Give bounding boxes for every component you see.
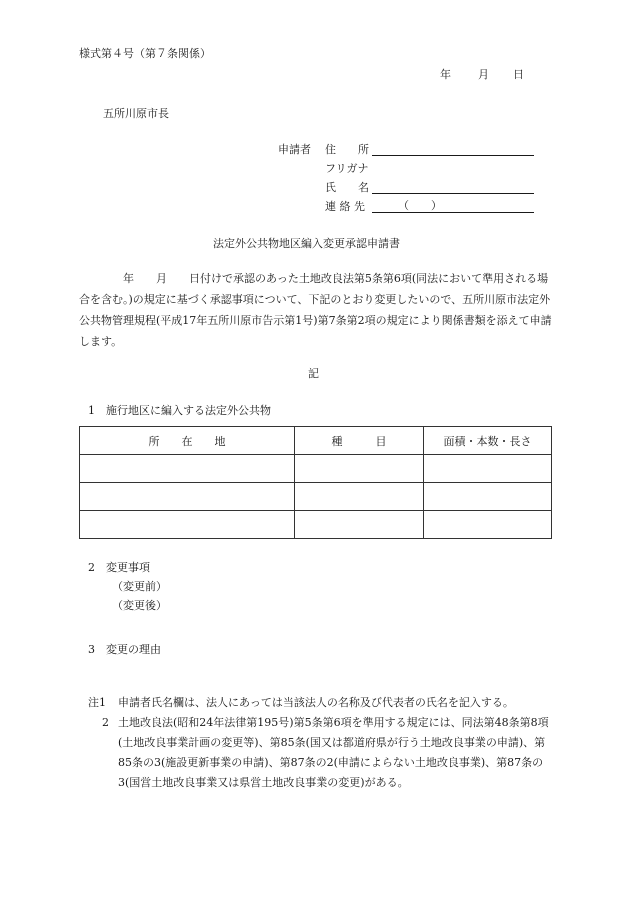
address-label: 住 所: [325, 143, 369, 156]
name-label: 氏 名: [325, 181, 369, 194]
section1-heading: 1 施行地区に編入する法定外公共物: [88, 404, 271, 417]
table-cell[interactable]: [80, 483, 295, 511]
ki-marker: 記: [308, 367, 319, 380]
column-header: 種 目: [295, 427, 424, 455]
table-cell[interactable]: [295, 483, 424, 511]
date-month: 月: [478, 68, 489, 81]
applicant-label: 申請者: [278, 143, 311, 156]
contact-field[interactable]: [372, 200, 534, 213]
table-cell[interactable]: [295, 455, 424, 483]
note1-text: 申請者氏名欄は、法人にあっては当該法人の名称及び代表者の氏名を記入する。: [118, 696, 514, 709]
table-cell[interactable]: [424, 455, 552, 483]
table-row: [80, 511, 552, 539]
column-header: 所 在 地: [80, 427, 295, 455]
name-field[interactable]: [372, 181, 534, 194]
table-cell[interactable]: [80, 511, 295, 539]
note2-text: 土地改良法(昭和24年法律第195号)第5条第6項を準用する規定には、同法第48条第8項(土地改良事業計画の変更等)、第85条(国又は都道府県が行う土地改良事業の申請)、第85条の3(施設更新事業の申請)、第87条の2(申請によらない土地改良事業)、第87条の3(国営土地改良事業又は県営土地改良事業の変更)がある。: [118, 716, 549, 789]
address-field[interactable]: [372, 143, 534, 156]
column-header: 面積・本数・長さ: [424, 427, 552, 455]
change-after-label: （変更後）: [112, 599, 167, 612]
table-header-row: [80, 427, 552, 455]
form-number: 様式第４号（第７条関係）: [79, 47, 211, 60]
body-text: 年 月 日付けで承認のあった土地改良法第5条第6項(同法において準用される場合を含む。)の規定に基づく承認事項について、下記のとおり変更したいので、五所川原市法定外公共物管理規程(平成17年五所川原市告示第1号)第7条第2項の規定により関係書類を添えて申請します。: [79, 272, 552, 348]
date-year: 年: [440, 68, 451, 81]
table-cell[interactable]: [295, 511, 424, 539]
section3-heading: 3 変更の理由: [88, 643, 161, 656]
contact-parens: （ ）: [398, 199, 442, 212]
change-before-label: （変更前）: [112, 580, 167, 593]
contact-label: 連 絡 先: [325, 200, 365, 213]
note1-label: 注1: [88, 696, 106, 709]
table-row: [80, 455, 552, 483]
table-cell[interactable]: [80, 455, 295, 483]
note2-label: 2: [102, 716, 109, 729]
public-property-table: [79, 426, 552, 539]
document-title: 法定外公共物地区編入変更承認申請書: [213, 237, 400, 250]
addressee: 五所川原市長: [103, 107, 169, 120]
section2-heading: 2 変更事項: [88, 561, 150, 574]
table-row: [80, 483, 552, 511]
furigana-label: フリガナ: [325, 162, 369, 175]
table-cell[interactable]: [424, 511, 552, 539]
table-cell[interactable]: [424, 483, 552, 511]
date-day: 日: [513, 68, 524, 81]
